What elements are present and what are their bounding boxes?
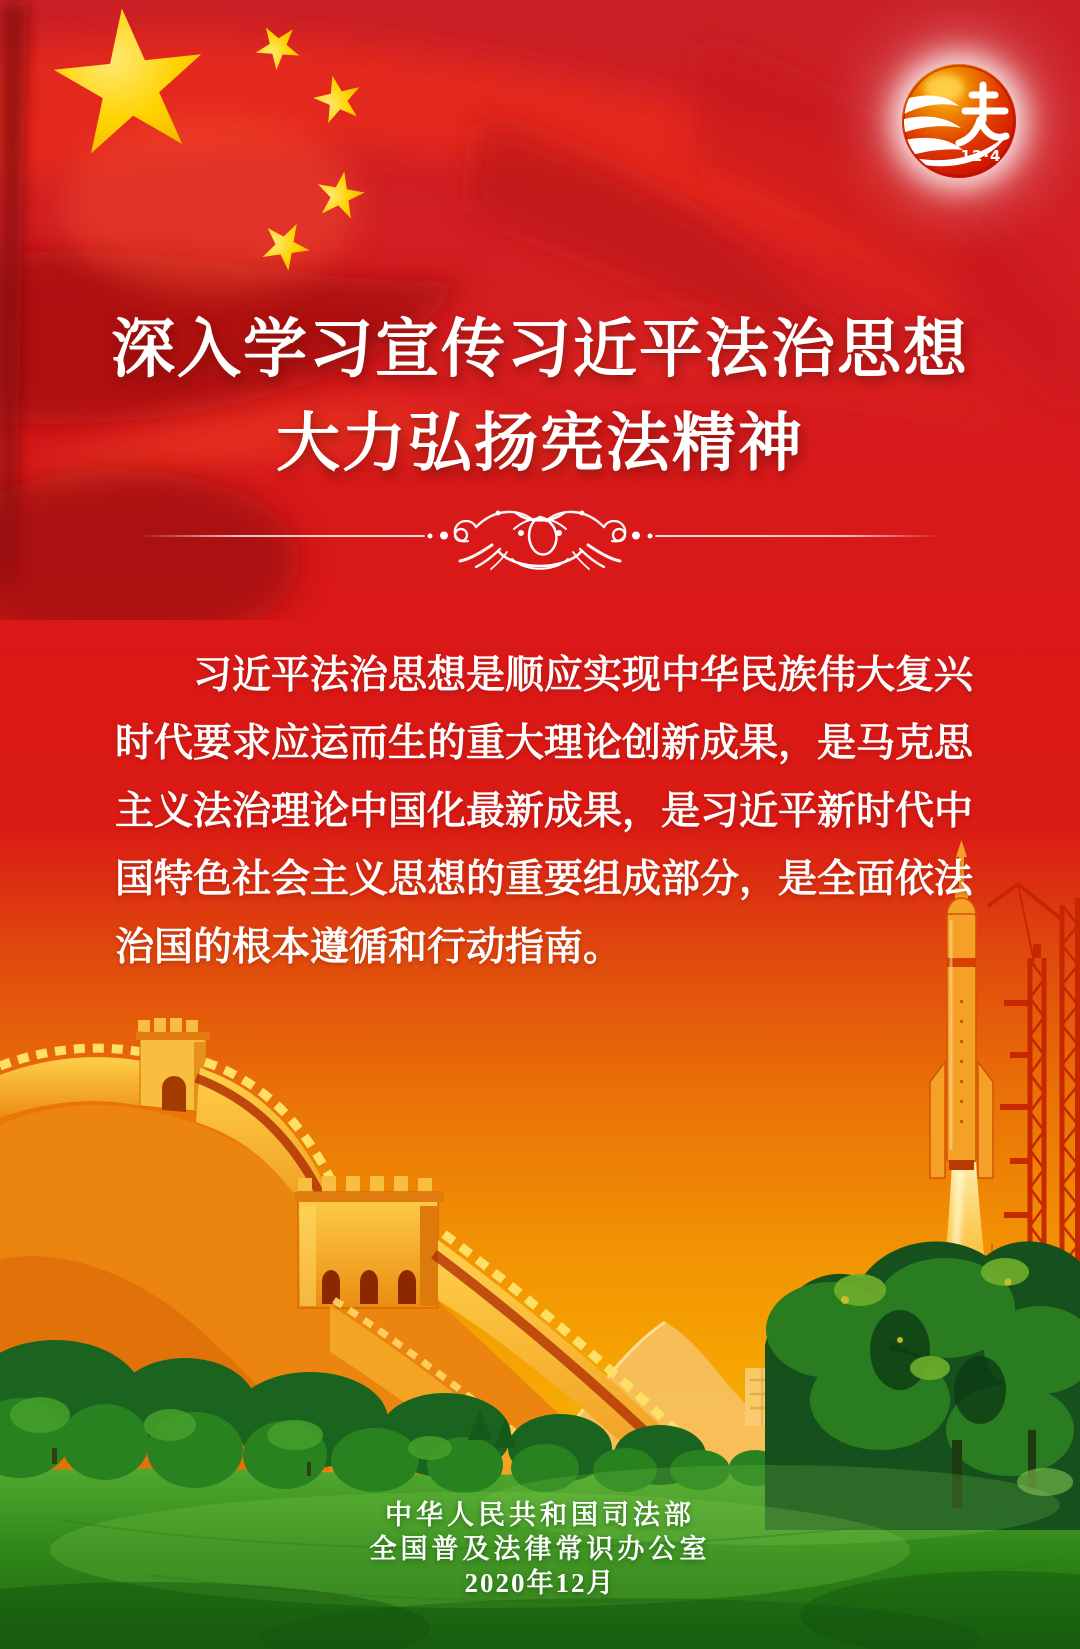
paragraph-line-1: 习近平法治思想是顺应实现中华民族伟大复兴 bbox=[193, 654, 974, 697]
fa-character-strokes bbox=[959, 85, 1006, 143]
ornamental-divider bbox=[0, 495, 1080, 575]
footer-office: 全国普及法律常识办公室 bbox=[369, 1534, 711, 1564]
constitution-day-logo bbox=[902, 64, 1016, 178]
title-line-1: 深入学习宣传习近平法治思想 bbox=[111, 313, 969, 385]
footer-ministry: 中华人民共和国司法部 bbox=[385, 1500, 695, 1530]
title-line-2: 大力弘扬宪法精神 bbox=[276, 407, 804, 479]
paragraph-line-3: 主义法治理论中国化最新成果，是习近平新时代中 bbox=[115, 790, 974, 833]
paragraph-line-2: 时代要求应运而生的重大理论创新成果，是马克思 bbox=[115, 722, 974, 765]
footer-publisher bbox=[0, 1498, 1080, 1600]
poster-title bbox=[0, 302, 1080, 490]
body-paragraph bbox=[115, 642, 975, 982]
paragraph-line-5: 治国的根本遵循和行动指南。 bbox=[115, 926, 623, 969]
watchtower-large bbox=[294, 1176, 444, 1308]
footer-date: 2020年12月 bbox=[464, 1568, 616, 1598]
paragraph-line-4: 国特色社会主义思想的重要组成部分，是全面依法 bbox=[115, 858, 974, 901]
logo-badge-text: 12·4 bbox=[960, 147, 1002, 165]
law-character-logo-icon bbox=[902, 64, 1016, 178]
